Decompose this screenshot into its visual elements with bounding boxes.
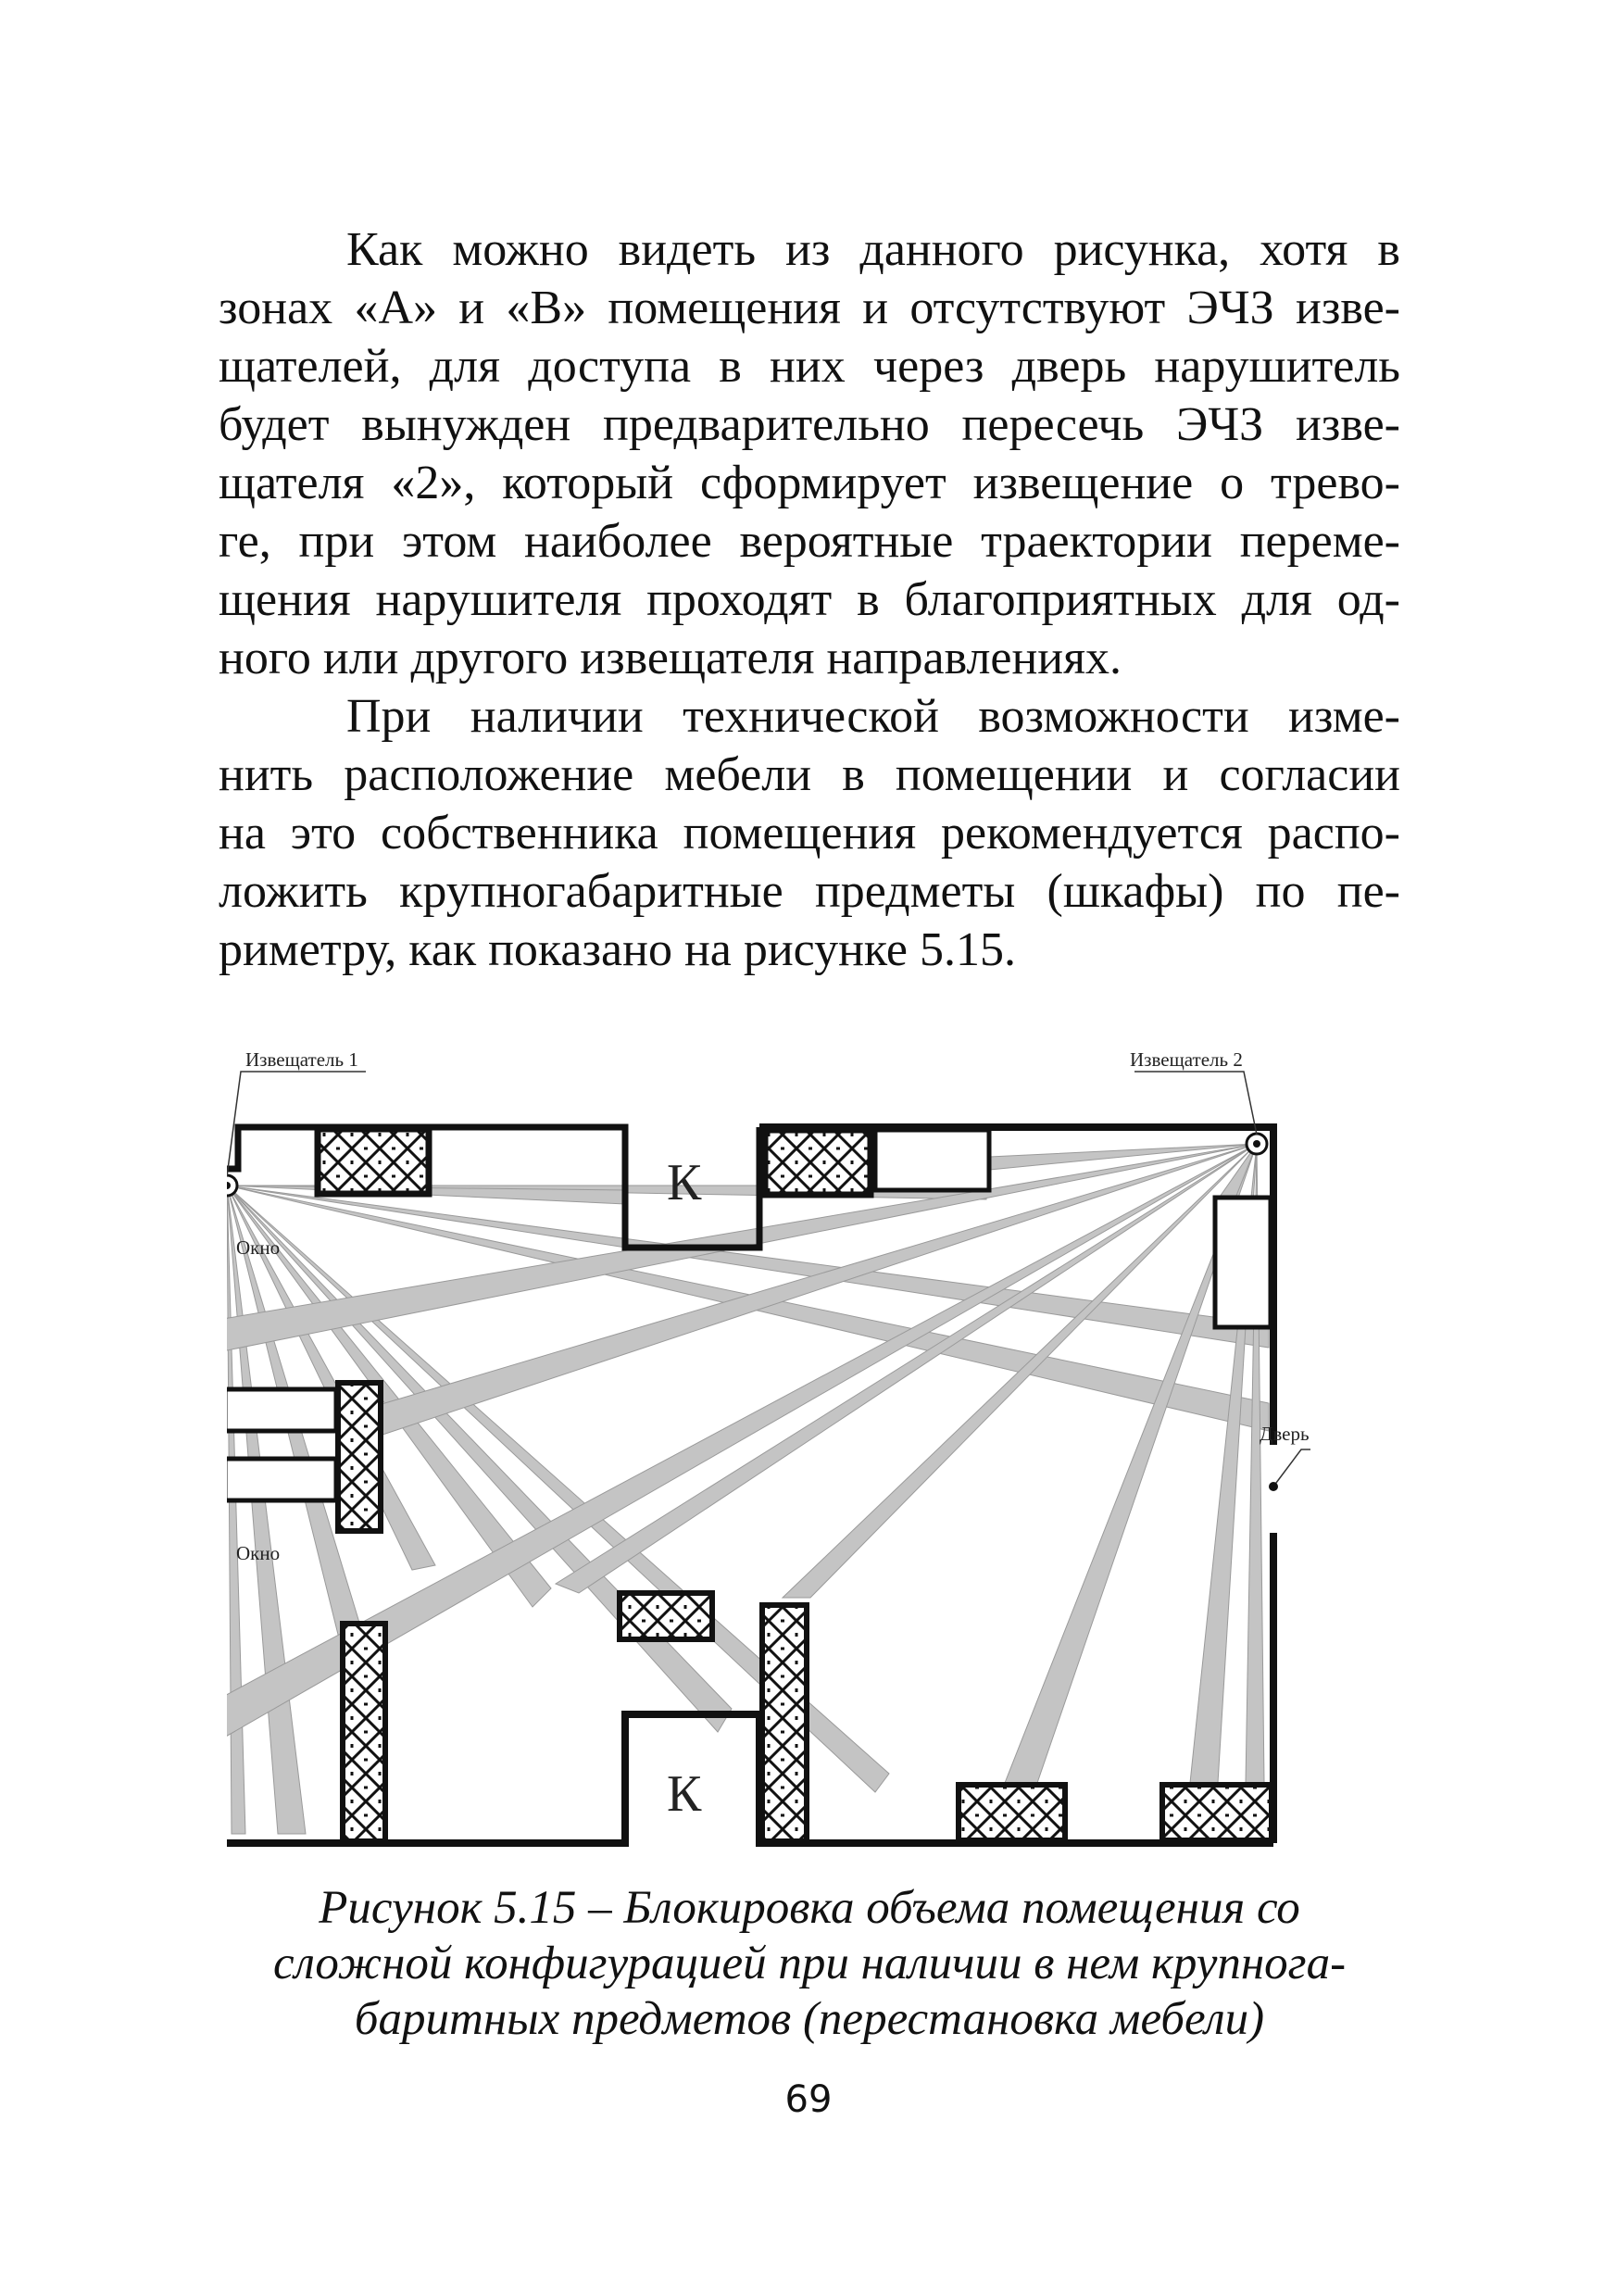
leader-door [1273,1449,1310,1487]
paragraph-line: щения нарушителя проходят в благоприятных для од- [219,573,1400,626]
cabinet-bottom-right-2 [1162,1785,1272,1840]
cabinet-left-vertical [338,1383,381,1531]
floor-plan-figure [227,1051,1310,1848]
label-detector-2: Извещатель 2 [1130,1051,1243,1071]
paragraph-line: щателя «2», который сформирует извещение о трево- [219,457,1400,509]
cabinet-bottom-right-1 [959,1785,1065,1840]
cabinet-bottom-mid [620,1593,712,1639]
detector-2 [1247,1134,1267,1154]
label-window-1: Окно [236,1236,281,1259]
label-detector-1: Извещатель 1 [245,1051,358,1071]
detector-2-dot [1253,1140,1260,1148]
table-left-1 [227,1389,336,1431]
door-dot [1269,1482,1278,1491]
paragraph-2 [219,687,1400,979]
cabinet-top-right-plain [875,1130,989,1190]
cabinet-bottom-right-vertical [762,1605,807,1841]
label-window-2: Окно [236,1542,281,1564]
caption-line: сложной конфигурацией при наличии в нем крупнога- [272,1938,1347,1989]
cabinet-top-mid [765,1130,871,1195]
paragraph-line: зонах «А» и «В» помещения и отсутствуют ЭЧЗ изве- [219,282,1400,334]
page-number: 69 [784,2078,833,2121]
paragraph-line: Как можно видеть из данного рисунка, хотя в [346,223,1400,276]
caption-line: Рисунок 5.15 – Блокировка объема помещения со [319,1882,1300,1934]
paragraph-1 [219,220,1400,687]
table-left-2 [227,1459,336,1500]
cabinet-bottom-left [343,1624,385,1841]
paragraph-line: нить расположение мебели в помещении и согласии [219,748,1400,801]
figure-caption [219,1880,1400,2047]
label-door: Дверь [1260,1423,1310,1445]
label-k-bottom: К [667,1765,702,1823]
paragraph-line: При наличии технической возможности изме- [346,690,1400,743]
cabinet-top-left [318,1129,429,1194]
paragraph-line: риметру, как показано на рисунке 5.15. [219,923,1016,976]
caption-line: баритных предметов (перестановка мебели) [354,1993,1265,2045]
paragraph-line: ге, при этом наиболее вероятные траектории переме- [219,515,1400,568]
cabinet-right-plain [1215,1198,1271,1327]
paragraph-line: на это собственника помещения рекомендуется распо- [219,807,1400,859]
floor-plan-diagram [227,1051,1310,1848]
detector-1 [227,1175,237,1196]
detection-beam [227,1186,1269,1348]
paragraph-line: щателей, для доступа в них через дверь нарушитель [219,340,1400,393]
paragraph-line: ного или другого извещателя направлениях. [219,632,1122,684]
paragraph-line: ложить крупногабаритные предметы (шкафы) по пе- [219,865,1400,918]
label-k-top: К [667,1154,702,1211]
paragraph-line: будет вынужден предварительно пересечь ЭЧЗ изве- [219,398,1400,451]
